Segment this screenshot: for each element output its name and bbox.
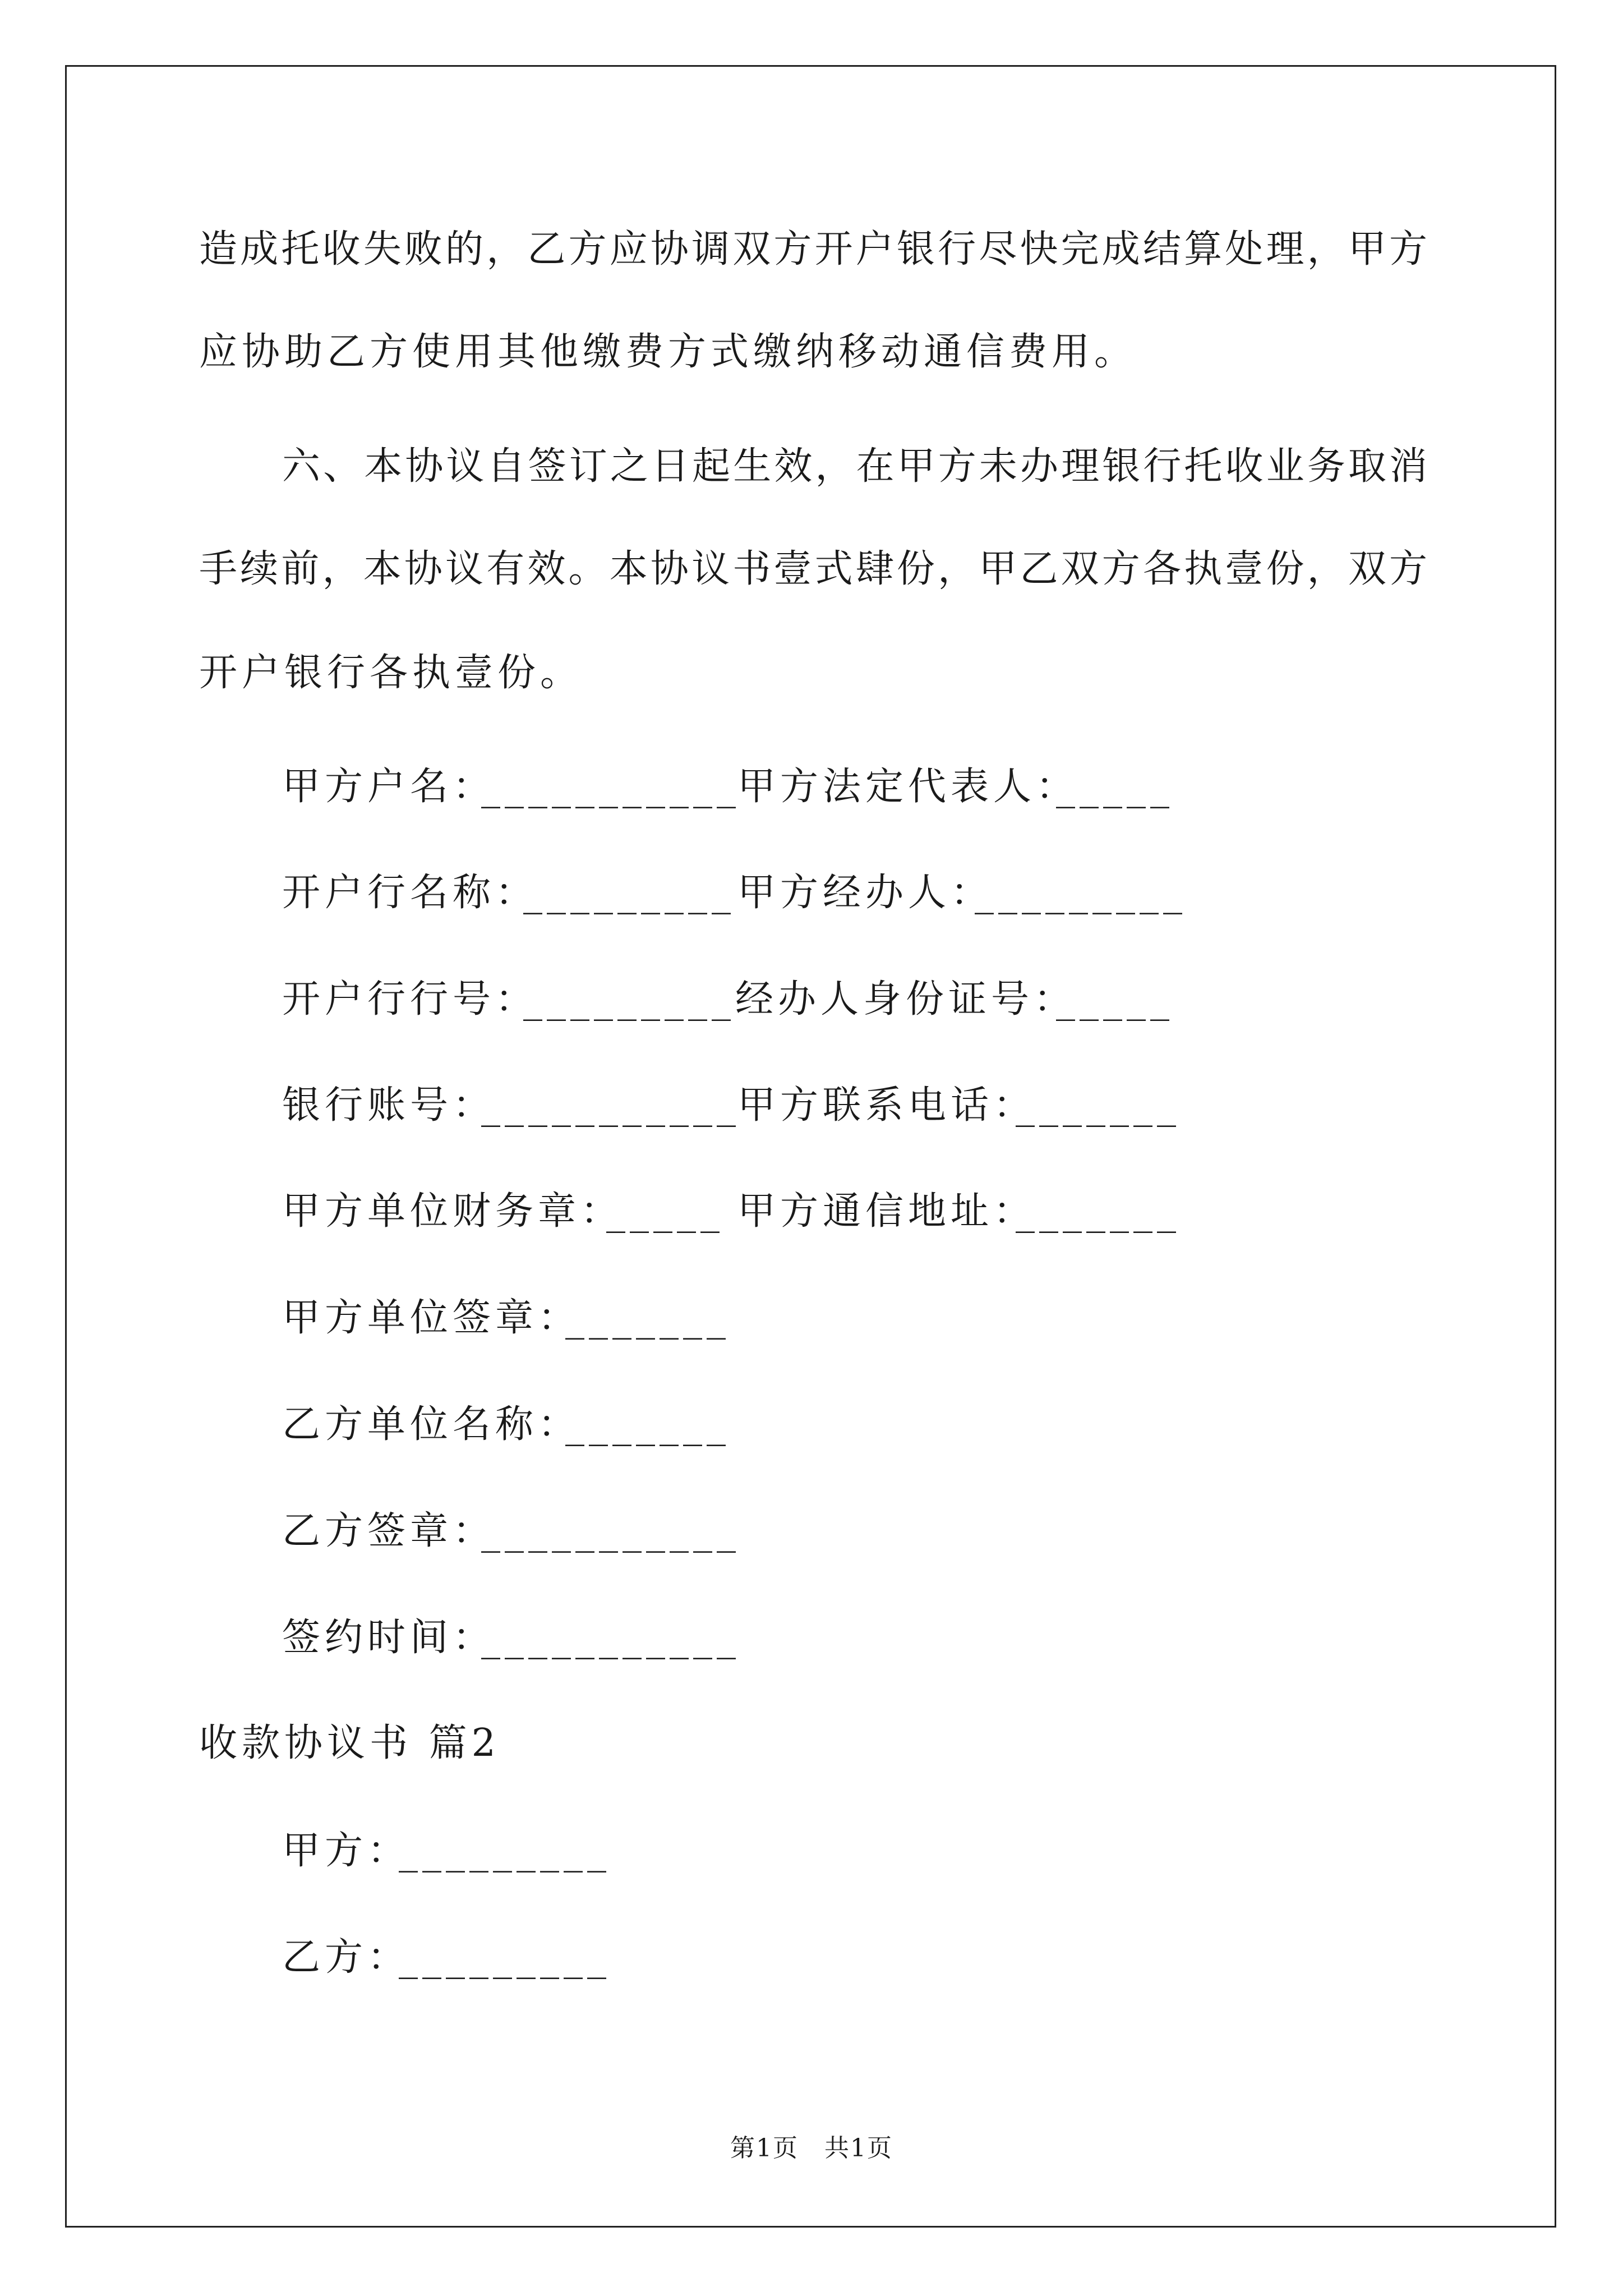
- field-label: 甲方：: [282, 1829, 411, 1873]
- field-row: [282, 1402, 1432, 1447]
- field-label: 甲方户名：: [282, 765, 496, 809]
- field-row: [282, 871, 1432, 915]
- field-row: [282, 1509, 1432, 1554]
- field-label: 甲方通信地址：: [737, 1189, 1036, 1234]
- field-label: 甲方经办人：: [737, 871, 994, 915]
- field-row: [282, 1189, 1432, 1234]
- field-label: 乙方签章：: [282, 1509, 496, 1553]
- field-label: 乙方单位名称：: [282, 1402, 581, 1447]
- field-label: 签约时间：: [282, 1616, 496, 1660]
- fill-in-blank: _________: [523, 977, 735, 1022]
- fill-in-blank: _________: [399, 1829, 611, 1873]
- field-row: [282, 1829, 1432, 1874]
- fill-in-blank: _________: [523, 871, 735, 915]
- field-label: 开户行行号：: [282, 977, 538, 1022]
- fill-in-blank: ___________: [481, 765, 740, 809]
- page-border: [65, 65, 1556, 2228]
- field-row: [282, 977, 1432, 1022]
- field-row: [282, 1083, 1432, 1128]
- fill-in-blank: _________: [399, 1935, 611, 1980]
- paragraph-line: 造成托收失败的，乙方应协调双方开户银行尽快完成结算处理，甲方: [199, 227, 1427, 272]
- fill-in-blank: _____: [1056, 977, 1174, 1022]
- fill-in-blank: _____: [1056, 765, 1174, 809]
- paragraph-line: 手续前，本协议有效。本协议书壹式肆份，甲乙双方各执壹份，双方: [199, 547, 1427, 591]
- page-footer: 第1页 共1页: [730, 2134, 893, 2162]
- fill-in-blank: _______: [1016, 1083, 1181, 1128]
- field-label: 经办人身份证号：: [735, 977, 1077, 1022]
- field-label: 开户行名称：: [282, 871, 538, 915]
- field-label: 乙方：: [282, 1935, 411, 1980]
- fill-in-blank: _____: [606, 1189, 724, 1234]
- field-row: [282, 1616, 1432, 1660]
- fill-in-blank: _______: [565, 1296, 730, 1340]
- fill-in-blank: _________: [975, 871, 1187, 915]
- field-row: [282, 1935, 1432, 1980]
- section-heading: 收款协议书 篇2: [199, 1721, 500, 1765]
- field-row: [282, 1296, 1432, 1341]
- paragraph-line: 应协助乙方使用其他缴费方式缴纳移动通信费用。: [199, 330, 1137, 374]
- field-row: [282, 765, 1432, 809]
- field-label: 甲方联系电话：: [737, 1083, 1036, 1128]
- paragraph-line: 开户银行各执壹份。: [199, 651, 583, 695]
- fill-in-blank: ___________: [481, 1083, 740, 1128]
- field-label: 甲方单位签章：: [282, 1296, 581, 1340]
- field-label: 甲方单位财务章：: [282, 1189, 624, 1234]
- field-label: 甲方法定代表人：: [737, 765, 1079, 809]
- paragraph-line: 六、本协议自签订之日起生效，在甲方未办理银行托收业务取消: [282, 444, 1427, 489]
- field-label: 银行账号：: [282, 1083, 496, 1128]
- fill-in-blank: _______: [1016, 1189, 1181, 1234]
- fill-in-blank: ___________: [481, 1616, 740, 1660]
- fill-in-blank: ___________: [481, 1509, 740, 1553]
- fill-in-blank: _______: [565, 1402, 730, 1447]
